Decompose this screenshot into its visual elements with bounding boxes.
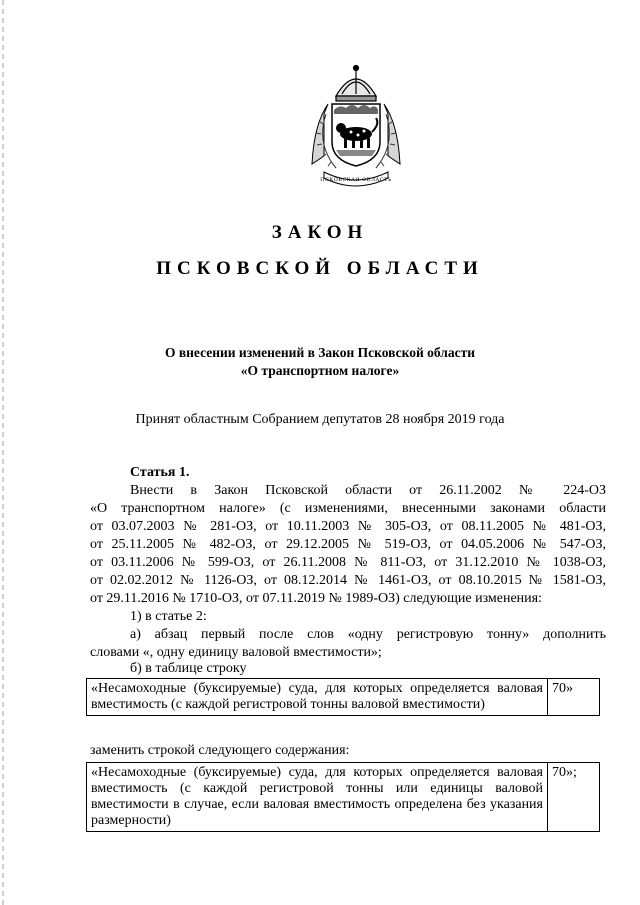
article-heading: Статья 1.	[130, 465, 190, 480]
subject-line-1: О внесении изменений в Закон Псковской области	[164, 345, 476, 360]
article-text-line: от 03.11.2006 № 599-ОЗ, от 26.11.2008 № 811-ОЗ, от 31.12.2010 № 1038-ОЗ,	[90, 555, 606, 570]
new-row-rate: 70»;	[548, 763, 600, 832]
old-row-table	[86, 678, 600, 716]
old-row-rate: 70»	[548, 679, 600, 716]
item-b: б) в таблице строку	[130, 661, 247, 676]
region-title: ПСКОВСКОЙ ОБЛАСТИ	[156, 258, 484, 279]
ground	[336, 150, 376, 156]
subject-line-2: «О транспортном налоге»	[240, 363, 400, 378]
article-text-line: Внести в Закон Псковской области от 26.11.2002 № 224-ОЗ	[130, 483, 606, 498]
scan-edge-artifact	[2, 0, 4, 905]
article-text-line: от 29.11.2016 № 1710-ОЗ, от 07.11.2019 № 1989-ОЗ) следующие изменения:	[90, 591, 542, 606]
article-text-line: от 25.11.2005 № 482-ОЗ, от 29.12.2005 № 519-ОЗ, от 04.05.2006 № 547-ОЗ,	[90, 537, 606, 552]
item-1: 1) в статье 2:	[130, 609, 207, 624]
emblem-motto: ПСКОВСКАЯ ОБЛАСТЬ	[320, 177, 392, 183]
new-row-table	[86, 762, 600, 832]
old-row-text: «Несамоходные (буксируемые) суда, для которых определяется валовая вместимость (с каждой регистровой тонны валовой вместимости)	[87, 679, 548, 716]
law-title: ЗАКОН	[271, 222, 369, 243]
article-text-line: от 03.07.2003 № 281-ОЗ, от 10.11.2003 № 305-ОЗ, от 08.11.2005 № 481-ОЗ,	[90, 519, 606, 534]
replace-instruction: заменить строкой следующего содержания:	[90, 743, 350, 758]
pskov-coat-of-arms	[306, 64, 406, 190]
article-text-line: от 02.02.2012 № 1126-ОЗ, от 08.12.2014 № 1461-ОЗ, от 08.10.2015 № 1581-ОЗ,	[90, 573, 606, 588]
crown-icon	[336, 66, 376, 102]
new-row-text: «Несамоходные (буксируемые) суда, для которых определяется валовая вместимость (с каждой регистровой тонны или единицы валовой вместимости в случае, если валовая вместимость определена без указания размерности)	[87, 763, 548, 832]
article-text-line: «О транспортном налоге» (с изменениями, внесенными законами области	[90, 501, 606, 516]
adoption-note: Принят областным Собранием депутатов 28 ноября 2019 года	[135, 412, 505, 427]
item-a-line-2: словами «, одну единицу валовой вместимости»;	[90, 645, 382, 660]
item-a-line-1: а) абзац первый после слов «одну регистровую тонну» дополнить	[130, 627, 606, 642]
